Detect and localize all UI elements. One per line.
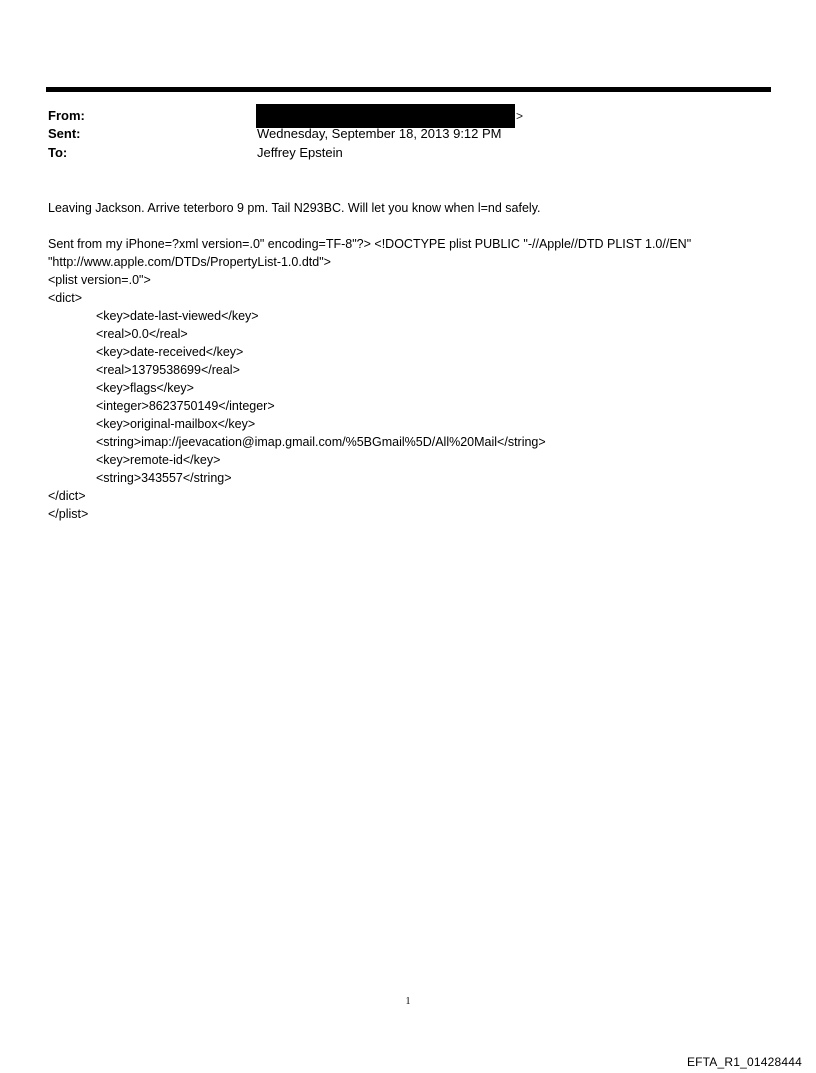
to-label: To:	[48, 145, 68, 160]
dict-open-line: <dict>	[48, 291, 83, 305]
plist-close-line: </plist>	[48, 507, 89, 521]
dict-line: <real>0.0</real>	[96, 327, 188, 341]
sent-from-line: Sent from my iPhone=?xml version=.0" encoding=TF-8"?> <!DOCTYPE plist PUBLIC "-//Apple//DTD PLIST 1.0//EN"	[48, 237, 692, 251]
page-number: 1	[405, 996, 411, 1007]
sent-value: Wednesday, September 18, 2013 9:12 PM	[257, 126, 502, 141]
header-rule	[46, 87, 771, 92]
dict-line: <string>343557</string>	[96, 471, 232, 485]
dict-line: <key>date-received</key>	[96, 345, 244, 359]
dtd-line: "http://www.apple.com/DTDs/PropertyList-1.0.dtd">	[48, 255, 331, 269]
plist-open-line: <plist version=.0">	[48, 273, 151, 287]
from-label: From:	[48, 108, 85, 123]
dict-close-line: </dict>	[48, 489, 86, 503]
bates-number: EFTA_R1_01428444	[686, 1055, 802, 1069]
dict-line: <integer>8623750149</integer>	[96, 399, 275, 413]
message-line: Leaving Jackson. Arrive teterboro 9 pm. Tail N293BC. Will let you know when l=nd safely.	[48, 201, 541, 215]
sent-label: Sent:	[48, 126, 81, 141]
dict-line: <key>flags</key>	[96, 381, 194, 395]
from-value-suffix: >	[516, 109, 524, 123]
dict-line: <key>remote-id</key>	[96, 453, 221, 467]
to-value: Jeffrey Epstein	[257, 145, 343, 160]
dict-line: <key>original-mailbox</key>	[96, 417, 256, 431]
dict-line: <real>1379538699</real>	[96, 363, 240, 377]
dict-line: <key>date-last-viewed</key>	[96, 309, 259, 323]
dict-line: <string>imap://jeevacation@imap.gmail.com/%5BGmail%5D/All%20Mail</string>	[96, 435, 546, 449]
redaction-block	[256, 104, 515, 128]
